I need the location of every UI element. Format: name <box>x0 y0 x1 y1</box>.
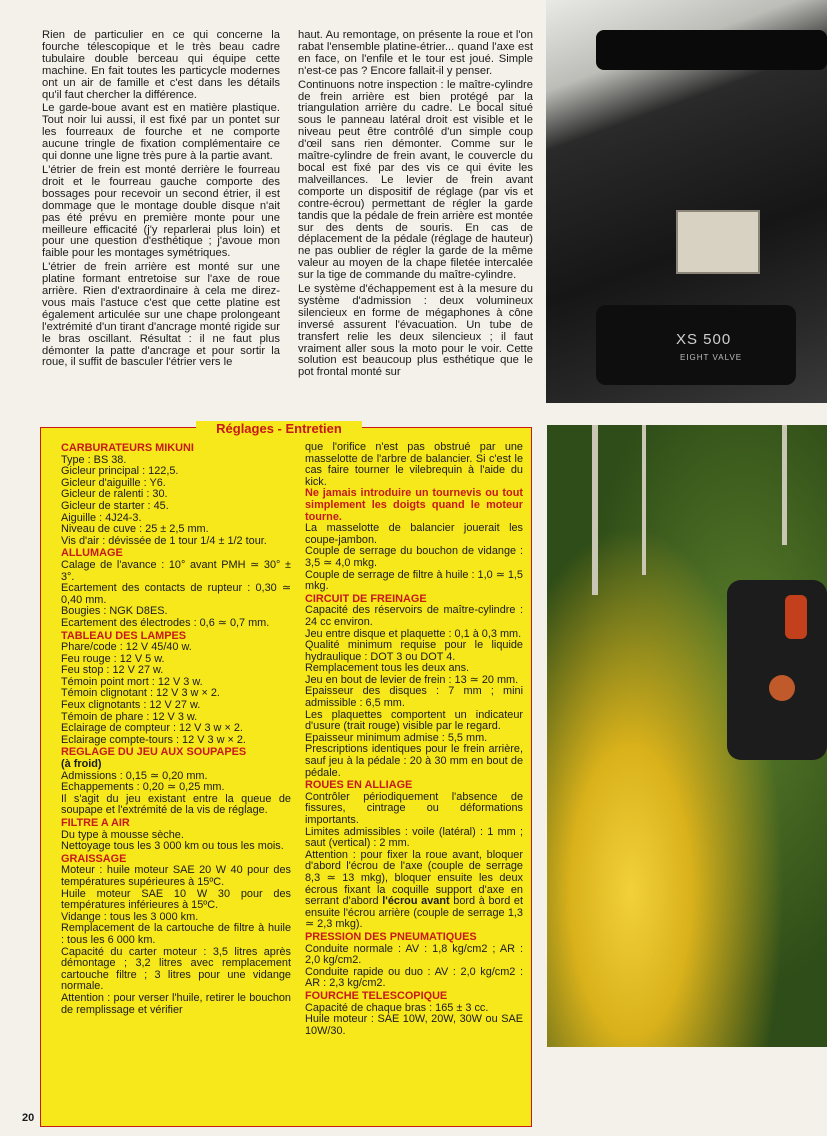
spec-line: Epaisseur minimum admise : 5,5 mm. <box>305 731 488 744</box>
battery <box>676 210 760 274</box>
page-number: 20 <box>22 1112 35 1124</box>
tree-trunk <box>782 425 787 545</box>
spec-line: Prescriptions identiques pour le frein arrière, sauf jeu à la pédale : 20 à 30 mm en bout de pédale. <box>305 743 523 779</box>
spec-line: Feu stop : 12 V 27 w. <box>61 664 164 677</box>
paragraph: haut. Au remontage, on présente la roue et l'on rabat l'ensemble platine-étrier... quand l'axe est en face, on l'enfile et le tour est joué. Simple n'est-ce pas ? Encore fallait-il y penser. <box>298 29 533 77</box>
section-heading: CARBURATEURS MIKUNI <box>61 442 194 454</box>
spec-line: Vis d'air : dévissée de 1 tour 1/4 ± 1/2 tour. <box>61 534 267 547</box>
spec-line <box>305 850 523 931</box>
settings-box-title: Réglages - Entretien <box>196 421 362 436</box>
spec-line: Jeu entre disque et plaquette : 0,1 à 0,3 mm. <box>305 627 522 640</box>
section-heading: PRESSION DES PNEUMATIQUES <box>305 930 477 943</box>
spec-text: bord à bord et ensuite l'écrou arrière (couple de serrage 1,3 ≃ 2,3 mkg). <box>305 895 523 931</box>
paragraph: Le système d'échappement est à la mesure du système d'admission : deux volumineux silencieux en forme de mégaphones à cône inversé assurent l'évacuation. Un tube de transfert relie les deux silencieux ; il faut vraiment aller sous la moto pour le voir. Cette solution est beaucoup plus esthétique que le pot frontal monté sur <box>298 283 533 379</box>
spec-line: Limites admissibles : voile (latéral) : 1 mm ; saut (vertical) : 2 mm. <box>305 825 523 850</box>
spec-line: Conduite normale : AV : 1,8 kg/cm2 ; AR : 2,0 kg/cm2. <box>305 942 523 967</box>
spec-line: Remplacement de la cartouche de filtre à huile : tous les 6 000 km. <box>61 922 291 946</box>
spec-line: Couple de serrage du bouchon de vidange : 3,5 ≃ 4,0 mkg. <box>305 545 523 569</box>
nameplate-title: XS 500 <box>676 331 732 348</box>
paragraph: L'étrier de frein est monté derrière le fourreau droit et le fourreau gauche comporte des bossages pour recevoir un second étrier, il est dommage que le montage double disque n'ait pas été prévu en première monte pour une meilleure efficacité (j'y reparlerai plus loin) et pour une question d'esthétique ; j'avoue mon faible pour les montages symétriques. <box>42 163 280 260</box>
spec-line: La masselotte de balancier jouerait les coupe-jambon. <box>305 522 523 546</box>
section-heading: ROUES EN ALLIAGE <box>305 779 413 792</box>
motorcycle-field-photo <box>547 425 827 1047</box>
section-heading: CIRCUIT DE FREINAGE <box>305 592 427 605</box>
spec-line: Feu rouge : 12 V 5 w. <box>61 652 165 665</box>
tree-trunk <box>592 425 598 595</box>
spec-text: Attention : pour fixer la roue avant, bloquer d'abord l'écrou de l'axe (couple de serrage 8,3 ≃ 13 mkg), bloquer ensuite les deux écrous fixant la coquille support d'axe en serrant d'abord <box>305 848 523 908</box>
paragraph: Le garde-boue avant est en matière plastique. Tout noir lui aussi, il est fixé par un pontet sur les fourreaux de fourche et ne comporte aucune tringle de fixation complémentaire ce qui donne une ligne très pure à la partie avant. <box>42 102 280 163</box>
spec-line: Gicleur de starter : 45. <box>61 499 169 512</box>
spec-line: Eclairage de compteur : 12 V 3 w × 2. <box>61 722 243 735</box>
spec-line: Phare/code : 12 V 45/40 w. <box>61 641 192 654</box>
spec-line: Du type à mousse sèche. <box>61 828 184 841</box>
spec-line: Echappements : 0,20 ≃ 0,25 mm. <box>61 781 225 794</box>
spec-line: Couple de serrage de filtre à huile : 1,0 ≃ 1,5 mkg. <box>305 568 523 593</box>
warning-text: Ne jamais introduire un tournevis ou tout simplement les doigts quand le moteur tourne. <box>305 487 523 523</box>
article-column-1 <box>42 30 280 371</box>
paragraph: L'étrier de frein arrière est monté sur une platine formant entretoise sur l'axe de roue arrière. Rien d'extraordinaire à cela me direz-vous mais l'astuce c'est que cette platine est également articulée sur une chape prolongeant l'extrémité d'un tirant d'ancrage monté rigide sur le bras oscillant. Résultat : il ne faut plus démonter la patte d'ancrage et pour sortir la roue, il suffit de basculer l'étrier vers le <box>42 261 280 369</box>
spec-line: Capacité du carter moteur : 3,5 litres après démontage ; 3,2 litres avec remplacement cartouche filtre ; 3 litres pour une vidange normale. <box>61 945 291 993</box>
settings-column-2 <box>305 442 523 1037</box>
section-heading: FOURCHE TELESCOPIQUE <box>305 989 448 1002</box>
spec-line: Capacité des réservoirs de maître-cylindre : 24 cc environ. <box>305 604 523 628</box>
spec-line: Nettoyage tous les 3 000 km ou tous les mois. <box>61 840 284 853</box>
nameplate-subtitle: EIGHT VALVE <box>680 353 743 362</box>
emphasis-text: l'écrou avant <box>382 895 450 908</box>
spec-line: Vidange : tous les 3 000 km. <box>61 910 199 923</box>
spec-line: Ecartement des électrodes : 0,6 ≃ 0,7 mm. <box>61 616 270 629</box>
motorcycle-engine-photo <box>546 0 827 403</box>
spec-line: Moteur : huile moteur SAE 20 W 40 pour des températures supérieures à 15ºC. <box>61 864 291 888</box>
spec-line: Ecartement des contacts de rupteur : 0,30 ≃ 0,40 mm. <box>61 582 291 606</box>
side-panel-nameplate <box>596 305 796 385</box>
motorcycle-rear <box>727 580 827 760</box>
spec-line: Epaisseur des disques : 7 mm ; mini admissible : 6,5 mm. <box>305 685 523 710</box>
spec-line: Conduite rapide ou duo : AV : 2,0 kg/cm2 : AR : 2,3 kg/cm2. <box>305 965 523 990</box>
spec-line: Capacité de chaque bras : 165 ± 3 cc. <box>305 1001 489 1014</box>
spec-line: Jeu en bout de levier de frein : 13 ≃ 20 mm. <box>305 673 519 686</box>
spec-line: Calage de l'avance : 10° avant PMH ≃ 30° ± 3°. <box>61 558 291 583</box>
tail-lamp <box>785 595 807 639</box>
spec-line: Remplacement tous les deux ans. <box>305 662 470 675</box>
spec-line: Il s'agit du jeu existant entre la queue de soupape et l'extrémité de la vis de réglage. <box>61 792 291 817</box>
spec-line: Huile moteur SAE 10 W 30 pour des températures inférieures à 15ºC. <box>61 887 291 912</box>
spec-line: Qualité minimum requise pour le liquide hydraulique : DOT 3 ou DOT 4. <box>305 639 523 663</box>
section-subheading: (à froid) <box>61 758 102 771</box>
spec-line: Gicleur principal : 122,5. <box>61 465 179 478</box>
settings-box <box>40 427 532 1127</box>
section-heading: ALLUMAGE <box>61 547 123 560</box>
spec-line: Niveau de cuve : 25 ± 2,5 mm. <box>61 523 209 536</box>
spec-line: Bougies : NGK D8ES. <box>61 605 168 618</box>
article-column-2 <box>298 30 533 381</box>
spec-line: Gicleur d'aiguille : Y6. <box>61 476 166 489</box>
spec-line: que l'orifice n'est pas obstrué par une masselotte de l'arbre de balancier. Si c'est le cas faire tourner le vilebrequin à l'aide du kick. <box>305 441 523 488</box>
spec-line: Attention : pour verser l'huile, retirer le bouchon de remplissage et vérifier <box>61 991 291 1016</box>
spec-line: Admissions : 0,15 ≃ 0,20 mm. <box>61 769 208 782</box>
tree-trunk <box>642 425 646 575</box>
spec-line: Témoin clignotant : 12 V 3 w × 2. <box>61 687 220 700</box>
section-heading: TABLEAU DES LAMPES <box>61 629 187 642</box>
spec-line: Témoin point mort : 12 V 3 w. <box>61 675 203 688</box>
spec-line: Gicleur de ralenti : 30. <box>61 488 168 501</box>
settings-column-1 <box>61 442 291 1016</box>
spec-line: Huile moteur : SAE 10W, 20W, 30W ou SAE 10W/30. <box>305 1013 523 1037</box>
spec-line: Type : BS 38. <box>61 453 127 466</box>
spec-line: Eclairage compte-tours : 12 V 3 w × 2. <box>61 733 246 746</box>
seat <box>596 30 827 70</box>
spec-line: Témoin de phare : 12 V 3 w. <box>61 710 198 723</box>
turn-signal <box>769 675 795 701</box>
spec-line: Aiguille : 4J24-3. <box>61 511 142 524</box>
paragraph: Rien de particulier en ce qui concerne la fourche télescopique et le très beau cadre tubulaire double berceau qui équipe cette machine. En fait toutes les particycle modernes ont un air de famille et c'est dans les détails qu'il faut chercher la différence. <box>42 29 280 101</box>
section-heading: GRAISSAGE <box>61 852 127 865</box>
section-heading: FILTRE A AIR <box>61 817 130 829</box>
section-heading: REGLAGE DU JEU AUX SOUPAPES <box>61 746 247 759</box>
spec-line: Contrôler périodiquement l'absence de fissures, cintrage ou déformations importants. <box>305 790 523 826</box>
paragraph: Continuons notre inspection : le maître-cylindre de frein arrière est bien protégé par la triangulation arrière du cadre. Le bocal situé sous le panneau latéral droit est visible et le niveau peut être contrôlé d'un simple coup d'œil sans rien démonter. Comme sur le maître-cylindre de frein avant, le couvercle du bocal est fixé par des vis ce qui évite les malveillances. Le levier de frein avant comporte un dispositif de réglage (par vis et contre-écrou) permettant de régler la garde tandis que la pédale de frein arrière est montée sur des dents de souris. En cas de déplacement de la pédale (réglage de hauteur) ne pas oublier de régler la garde de la même valeur au moyen de la chape filetée intercalée sur la tige de commande du maître-cylindre. <box>298 78 533 282</box>
spec-line: Feux clignotants : 12 V 27 w. <box>61 699 201 712</box>
spec-line: Les plaquettes comportent un indicateur d'usure (trait rouge) visible par le regard. <box>305 708 523 733</box>
